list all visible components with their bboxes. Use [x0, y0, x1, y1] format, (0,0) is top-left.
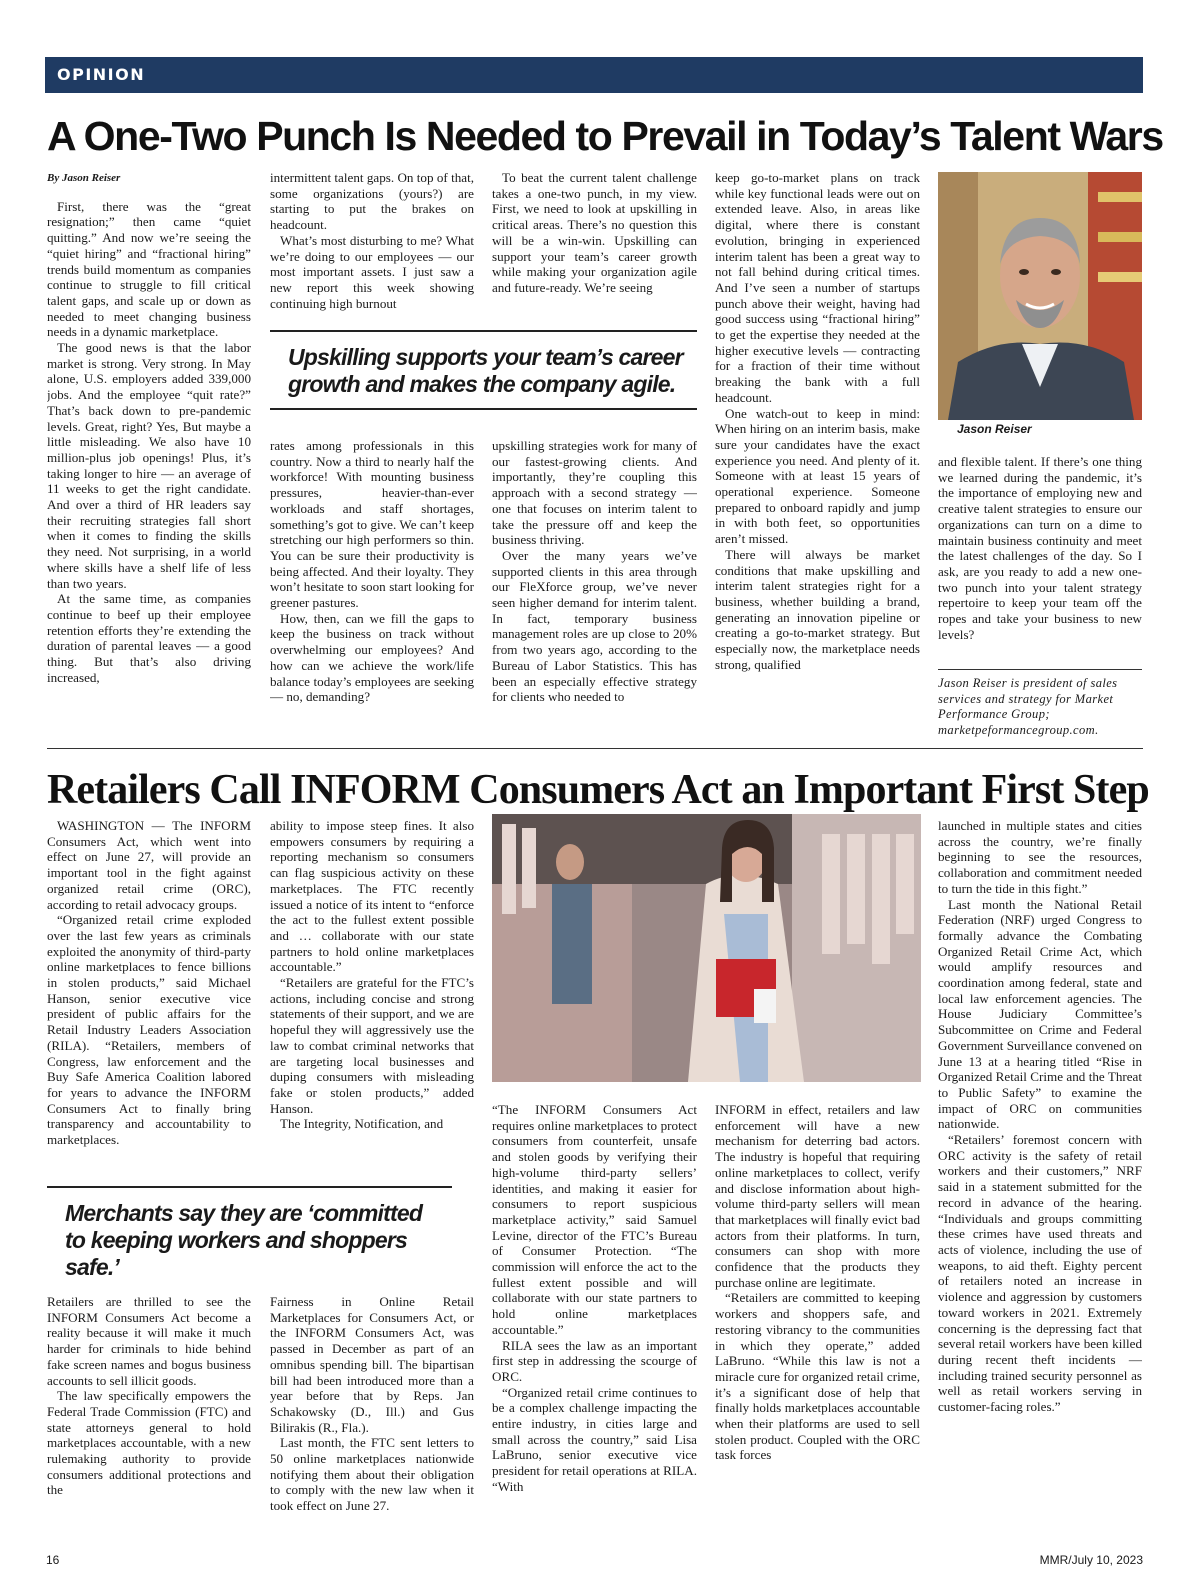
- article1-column-2-bottom: [270, 438, 474, 740]
- paragraph: What’s most disturbing to me? What we’re doing to our employees — our most important assets. I just saw a new report this week showing continuing high burnout: [270, 232, 474, 311]
- article1-column-2-top: [270, 170, 474, 312]
- article1-column-3-bottom: [492, 438, 697, 740]
- article2-column-2-bottom: [270, 1294, 474, 1540]
- article2-column-1-top: [47, 818, 251, 1168]
- section-divider: [47, 748, 1143, 749]
- paragraph: To beat the current talent challenge takes a one-two punch, in my view. First, we need to look at upskilling in critical areas. There’s no question this will be a win-win. Upskilling can support your team’s career growth while making your organization agile and future-ready. We’re seeing: [492, 170, 697, 295]
- issue-date: MMR/July 10, 2023: [1039, 1553, 1143, 1567]
- article2-column-4: [715, 1102, 920, 1540]
- paragraph: Last month the National Retail Federation (NRF) urged Congress to formally advance the Combating Organized Retail Crime Act, which would amplify resources and coordination among federal, state and local law enforcement agencies. The House Judiciary Committee’s Subcommittee on Crime and Federal Government Surveillance convened on June 13 at a hearing titled “Rise in Organized Retail Crime and the Threat to Public Safety” to examine the impact of ORC on communities nationwide.: [938, 896, 1142, 1132]
- paragraph: rates among professionals in this country. Now a third to nearly half the workforce! With mounting business pressures, heavier-than-ever workloads and staff shortages, something’s got to give. We can’t keep stretching our high performers so thin. You can be sure their productivity is being affected. And their loyalty. They won’t hesitate to soon start looking for greener pastures.: [270, 438, 474, 611]
- paragraph: “Organized retail crime continues to be a complex challenge impacting the entire industry, in cities large and small across the country,” said Lisa LaBruno, senior executive vice president for retail operations at RILA. “With: [492, 1384, 697, 1494]
- paragraph: Last month, the FTC sent letters to 50 online marketplaces nationwide notifying them about their obligation to comply with the new law when it took effect on June 27.: [270, 1435, 474, 1514]
- author-bio: Jason Reiser is president of sales services and strategy for Market Performance Group; marketpeformancegroup.com.: [938, 669, 1142, 738]
- paragraph: How, then, can we fill the gaps to keep the business on track without overwhelming our employees? And how can we achieve the work/life balance today’s employees are seeking — no, demanding?: [270, 610, 474, 705]
- paragraph: ability to impose steep fines. It also empowers consumers by requiring a reporting mechanism so consumers can flag suspicious activity on these marketplaces. The FTC recently issued a notice of its intent to “enforce the act to the fullest extent possible and … collaborate with our state partners to hold online marketplaces accountable.”: [270, 818, 474, 975]
- paragraph: At the same time, as companies continue to beef up their employee retention efforts they’re extending the duration of parental leaves — a good thing. But that’s also driving increased,: [47, 591, 251, 685]
- paragraph: Over the many years we’ve supported clients in this area through our FleXforce group, we’ve never seen higher demand for interim talent. In fact, temporary business management roles are up close to 20% from two years ago, according to the Bureau of Labor Statistics. This has been an especially effective strategy for clients who needed to: [492, 547, 697, 705]
- retail-store-photo: [492, 814, 921, 1082]
- article2-pullquote: Merchants say they are ‘committed to keeping workers and shoppers safe.’: [47, 1186, 452, 1266]
- byline: By Jason Reiser: [47, 172, 121, 184]
- paragraph: The Integrity, Notification, and: [280, 1116, 444, 1132]
- article2-column-2-top: [270, 818, 474, 1168]
- paragraph: launched in multiple states and cities across the country, we’re finally beginning to see the resources, collaboration and commitment needed to turn the tide in this fight.”: [938, 818, 1142, 896]
- paragraph: The law specifically empowers the Federal Trade Commission (FTC) and state attorneys general to hold marketplaces accountable, with a new rulemaking authority to provide consumers additional protections and the: [47, 1388, 251, 1498]
- article2-column-3: [492, 1102, 697, 1540]
- author-photo: [938, 172, 1142, 420]
- author-photo-caption: Jason Reiser: [957, 422, 1032, 436]
- paragraph: WASHINGTON — The INFORM Consumers Act, which went into effect on June 27, will provide an important tool in the fight against organized retail crime (ORC), according to retail advocacy groups.: [47, 818, 251, 912]
- article1-column-1: [47, 171, 251, 739]
- paragraph: upskilling strategies work for many of our fastest-growing clients. And importantly, they’re coupling this approach with a second strategy — one that focuses on interim talent to take the pressure off and keep the business thriving.: [492, 438, 697, 548]
- article2-headline: Retailers Call INFORM Consumers Act an Important First Step: [47, 767, 1149, 813]
- paragraph: The good news is that the labor market is strong. Very strong. In May alone, U.S. employers added 339,000 jobs. And the employee “quit rate?” That’s back down to pre-pandemic levels. Great, right? Yes, But maybe a little misleading. We also have 10 million-plus job openings! Plus, it’s taking longer to hire — an average of 11 weeks to get the right candidate. And over a third of HR leaders say their recruiting strategies fall short when it comes to finding the skills they need. Not surprising, in a world where skills have a shelf life of less than two years.: [47, 340, 251, 591]
- article1-headline: A One-Two Punch Is Needed to Prevail in Today’s Talent Wars: [47, 113, 1163, 159]
- paragraph: “Retailers’ foremost concern with ORC activity is the safety of retail workers and their customers,” NRF said in a statement submitted for the record in advance of the hearing. “Individuals and groups committing these crimes have used threats and acts of violence, including the use of weapons, to aid theft. Eighty percent of retailers noted an increase in violence and aggression by customers toward workers in 2021. Extremely concerning is the depressing fact that several retail workers have been killed during recent theft incidents — including trained security personnel as well as retail workers serving in customer-facing roles.”: [938, 1132, 1142, 1415]
- page-number: 16: [46, 1553, 60, 1567]
- paragraph: intermittent talent gaps. On top of that, some organizations (yours?) are starting to put the brakes on headcount.: [270, 170, 474, 233]
- paragraph: INFORM in effect, retailers and law enforcement will have a new mechanism for deterring bad actors. The industry is hopeful that requiring online marketplaces to collect, verify and disclose information about high-volume third-party sellers will mean that marketplaces will finally evict bad actors from their platforms. In turn, consumers can shop with more confidence that the products they purchase online are legitimate.: [715, 1102, 920, 1290]
- paragraph: Retailers are thrilled to see the INFORM Consumers Act become a reality because it will make it much harder for criminals to hide behind fake screen names and bogus business accounts to sell illicit goods.: [47, 1294, 251, 1388]
- paragraph: “Retailers are committed to keeping workers and shoppers safe, and restoring vibrancy to the communities in which they operate,” added LaBruno. “While this law is not a miracle cure for organized retail crime, it’s a significant dose of help that finally holds marketplaces accountable when their platforms are used to sell stolen product. Coupled with the ORC task forces: [715, 1290, 920, 1463]
- article1-column-5: [938, 454, 1142, 666]
- paragraph: There will always be market conditions that make upskilling and interim talent strategies right for a business, whether building a brand, generating an innovation pipeline or creating a go-to-market strategy. But especially now, the marketplace needs strong, qualified: [715, 546, 920, 672]
- paragraph: “Retailers are grateful for the FTC’s actions, including concise and strong statements of their support, and we are hopeful they will aggressively use the law to combat criminal networks that are targeting local businesses and duping consumers with misleading fake or stolen products,” added Hanson.: [270, 975, 474, 1116]
- article1-pullquote: Upskilling supports your team’s career growth and makes the company agile.: [270, 330, 697, 410]
- paragraph: keep go-to-market plans on track while key functional leads were out on extended leave. Also, in areas like digital, where there is constant evolution, bringing in experienced interim talent has been a great way to not fall behind during critical times. And I’ve seen a number of startups punch above their weight, having had good success using “fractional hiring” to get the expertise they needed at the higher executive levels — contracting for a fraction of their time without breaking the bank with a full headcount.: [715, 170, 920, 405]
- paragraph: RILA sees the law as an important first step in addressing the scourge of ORC.: [492, 1337, 697, 1384]
- paragraph: One watch-out to keep in mind: When hiring on an interim basis, make sure your candidates have the exact experience you need. And plenty of it. Someone with at least 15 years of operational experience. Someone prepared to onboard rapidly and jump in with both feet, so opportunities aren’t missed.: [715, 405, 920, 547]
- section-label: OPINION: [57, 65, 146, 84]
- section-banner: [45, 57, 1143, 93]
- paragraph: “Organized retail crime exploded over the last few years as criminals exploited the anonymity of third-party online marketplaces to fence billions in stolen products,” said Michael Hanson, senior executive vice president of public affairs for the Retail Industry Leaders Association (RILA). “Retailers, members of Congress, law enforcement and the Buy Safe America Coalition labored for years to advance the INFORM Consumers Act to finally bring transparency and accountability to marketplaces.: [47, 912, 251, 1148]
- article2-column-1-bottom: [47, 1294, 251, 1540]
- article1-column-3-top: [492, 170, 697, 312]
- paragraph: Fairness in Online Retail Marketplaces for Consumers Act, or the INFORM Consumers Act, was passed in December as part of an omnibus spending bill. The bipartisan bill had been introduced more than a year before that by Reps. Jan Schakowsky (D., Ill.) and Gus Bilirakis (R., Fla.).: [270, 1294, 474, 1435]
- paragraph: and flexible talent. If there’s one thing we learned during the pandemic, it’s the importance of employing new and creative talent strategies to ensure our organizations can turn on a dime to maintain business continuity and meet the latest challenges of the day. So I ask, are you ready to add a new one-two punch into your talent strategy repertoire to keep your team off the ropes and take your business to new levels?: [938, 454, 1142, 642]
- article2-column-5: [938, 818, 1142, 1540]
- paragraph: “The INFORM Consumers Act requires online marketplaces to protect consumers from counterfeit, unsafe and stolen goods by verifying their high-volume third-party sellers’ identities, and making it easier for consumers to report suspicious marketplace activity,” said Samuel Levine, director of the FTC’s Bureau of Consumer Protection. “The commission will enforce the act to the fullest extent possible and will collaborate with our state partners to hold online marketplaces accountable.”: [492, 1102, 697, 1337]
- paragraph: First, there was the “great resignation;” then came “quiet quitting.” And now we’re seeing the “quiet hiring” and “fractional hiring” trends build momentum as companies continue to struggle to fill critical talent gaps, and scale up or down as needed to meet changing business needs in a dynamic marketplace.: [47, 198, 251, 340]
- article1-column-4: [715, 170, 920, 740]
